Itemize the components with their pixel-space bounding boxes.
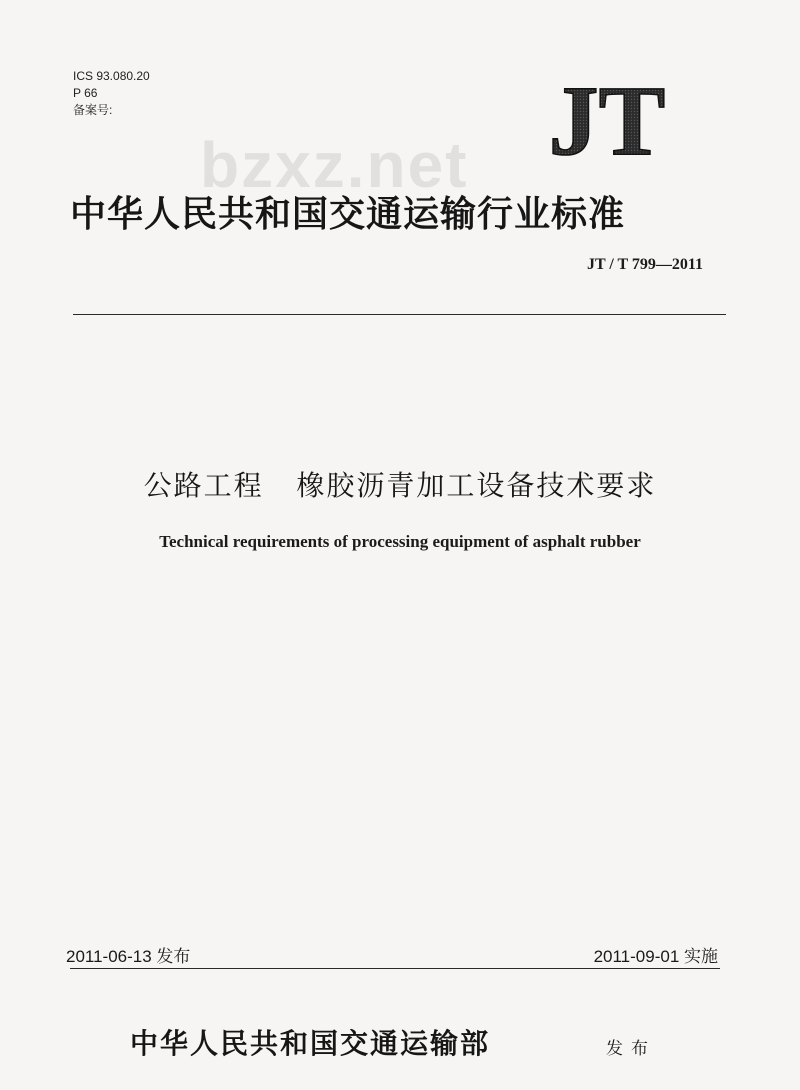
document-title-english: Technical requirements of processing equipment of asphalt rubber [159, 532, 641, 551]
issue-date: 2011-06-13 发布 [66, 947, 191, 966]
record-number-label: 备案号: [73, 103, 113, 117]
standard-type-title: 中华人民共和国交通运输行业标准 [70, 194, 626, 235]
publisher-name: 中华人民共和国交通运输部 [130, 1027, 491, 1060]
publish-label: 发布 [606, 1039, 656, 1059]
ics-code: ICS 93.080.20 [73, 69, 150, 83]
implementation-date: 2011-09-01 实施 [593, 947, 718, 966]
jt-logo [528, 74, 686, 160]
standard-code: JT / T 799—2011 [586, 256, 703, 273]
footer-divider [70, 968, 720, 969]
watermark: bzxz.net [200, 129, 469, 201]
document-title-chinese: 公路工程 橡胶沥青加工设备技术要求 [143, 469, 657, 502]
classification-block [73, 68, 150, 119]
jt-logo-text: JT [548, 74, 666, 160]
category-code: P 66 [73, 86, 98, 100]
header-divider [73, 314, 726, 315]
